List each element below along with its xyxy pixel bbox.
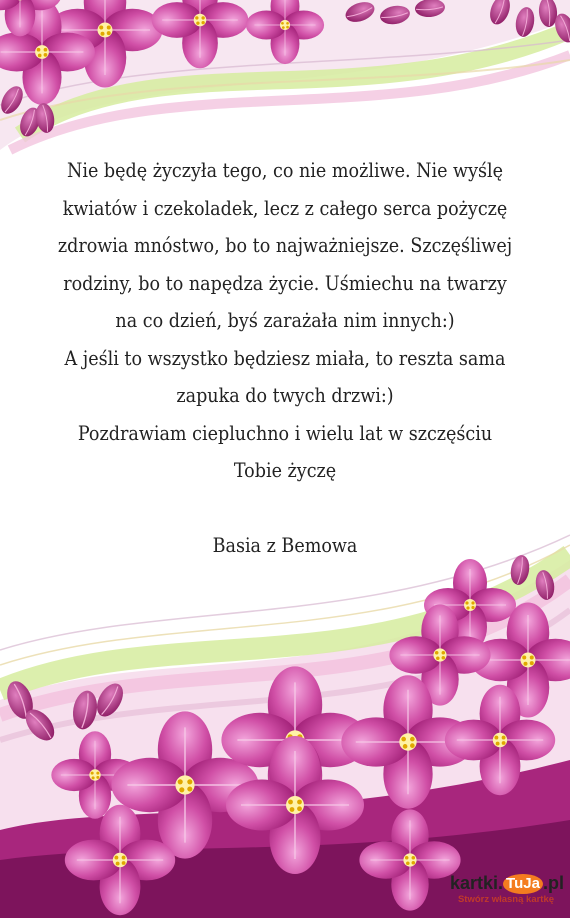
greeting-message: Nie będę życzyła tego, co nie możliwe. Nie wyślę kwiatów i czekoladek, lecz z całego serca pożyczę zdrowia mnóstwo, bo to najważniejsze. Szczęśliwej rodziny, bo to napędza życie. Uśmiechu na twarzy na co dzień, byś zarażała nim innych:) A jeśli to wszystko będziesz miała, to reszta sama zapuka do twych drzwi:) Pozdrawiam ciepluchno i wielu lat w szczęściu Tobie życzę — [57, 159, 513, 482]
logo-wordmark — [450, 872, 562, 894]
logo-prefix: kartki. — [450, 873, 504, 893]
site-logo[interactable] — [450, 872, 562, 912]
logo-tagline: Stwórz własną kartkę — [457, 894, 555, 905]
logo-middle: TuJa — [503, 874, 543, 894]
signature: Basia z Bemowa — [212, 534, 358, 557]
logo-suffix: .pl — [542, 873, 564, 893]
